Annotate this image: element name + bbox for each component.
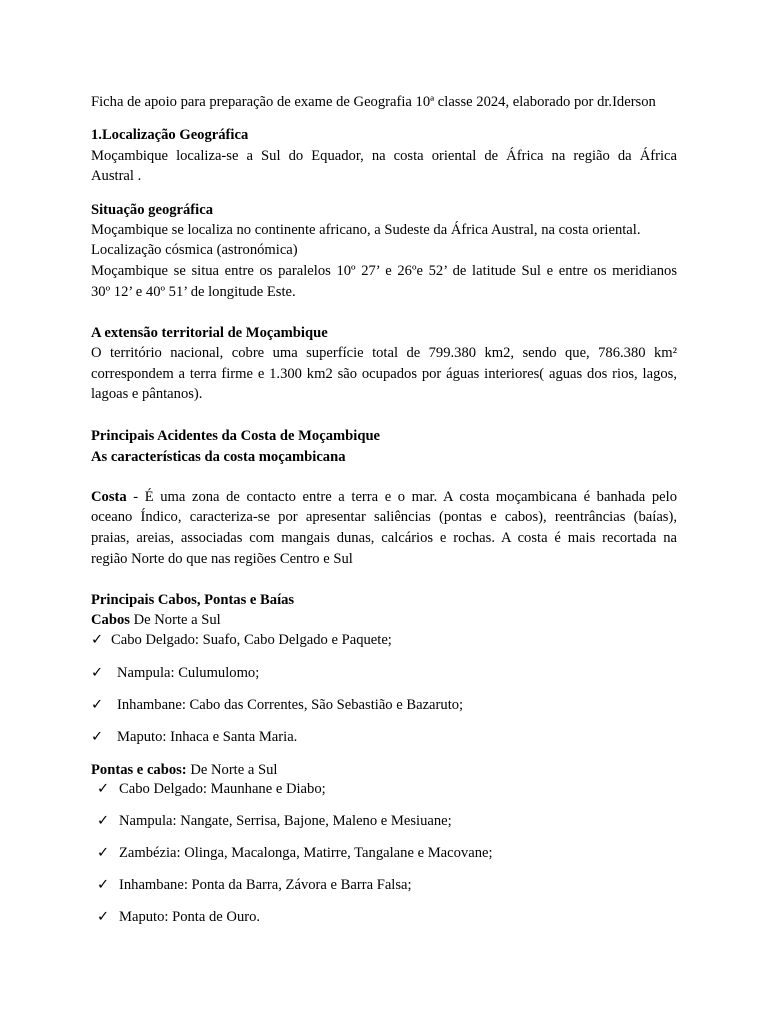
list-item-text: Cabo Delgado: Suafo, Cabo Delgado e Paquete; xyxy=(111,632,392,648)
list-item xyxy=(97,843,493,864)
checkmark-icon: ✓ xyxy=(97,845,110,861)
pontas-label: Pontas e cabos: xyxy=(91,762,187,778)
paragraph-line: Moçambique se localiza no continente africano, a Sudeste da África Austral, na costa oriental. xyxy=(91,222,641,238)
list-item xyxy=(91,630,392,651)
pontas-direction: De Norte a Sul xyxy=(186,762,278,778)
section-title-situacao: Situação geográfica xyxy=(91,202,213,218)
section-title-localizacao: 1.Localização Geográfica xyxy=(91,127,249,143)
term-costa: Costa xyxy=(91,489,127,505)
section-subtitle-caracteristicas: As características da costa moçambicana xyxy=(91,449,346,465)
list-item-text: Nampula: Culumulomo; xyxy=(117,665,260,681)
paragraph-line: O território nacional, cobre uma superfície total de 799.380 km2, sendo que, 786.380 km² xyxy=(91,345,677,361)
paragraph-line xyxy=(91,487,677,508)
paragraph-line: correspondem a terra firme e 1.300 km2 são ocupados por águas interiores( aguas dos rios, lagos, xyxy=(91,366,677,382)
checkmark-icon: ✓ xyxy=(91,729,104,745)
section-title-cabos-pontas: Principais Cabos, Pontas e Baías xyxy=(91,592,295,608)
list-item xyxy=(97,875,412,896)
cabos-heading xyxy=(91,610,677,631)
pontas-heading xyxy=(91,760,677,781)
list-item-text: Nampula: Nangate, Serrisa, Bajone, Maleno e Mesiuane; xyxy=(119,813,452,829)
list-item-text: Inhambane: Cabo das Correntes, São Sebastião e Bazaruto; xyxy=(117,697,464,713)
list-item-text: Zambézia: Olinga, Macalonga, Matirre, Tangalane e Macovane; xyxy=(119,845,493,861)
list-item xyxy=(91,727,297,748)
checkmark-icon: ✓ xyxy=(97,813,110,829)
checkmark-icon: ✓ xyxy=(91,665,104,681)
paragraph-line: Moçambique se situa entre os paralelos 10º 27’ e 26ºe 52’ de latitude Sul e entre os meridianos xyxy=(91,263,677,279)
checkmark-icon: ✓ xyxy=(97,909,110,925)
list-item xyxy=(97,811,452,832)
paragraph-line: praias, areias, associadas com mangais dunas, calcários e rochas. A costa é mais recortada na xyxy=(91,530,677,546)
section-title-acidentes: Principais Acidentes da Costa de Moçambique xyxy=(91,428,381,444)
cabos-label: Cabos xyxy=(91,612,130,628)
checkmark-icon: ✓ xyxy=(91,632,104,648)
paragraph-line: região Norte do que nas regiões Centro e Sul xyxy=(91,551,353,567)
list-item-text: Maputo: Inhaca e Santa Maria. xyxy=(117,729,298,745)
paragraph-line: lagoas e pântanos). xyxy=(91,386,203,402)
list-item xyxy=(97,779,326,800)
section-title-extensao: A extensão territorial de Moçambique xyxy=(91,325,328,341)
checkmark-icon: ✓ xyxy=(97,877,110,893)
paragraph-text: - É uma zona de contacto entre a terra e o mar. A costa moçambicana é banhada pelo xyxy=(126,489,677,505)
paragraph-line: 30º 12’ e 40º 51’ de longitude Este. xyxy=(91,284,296,300)
document-header: Ficha de apoio para preparação de exame de Geografia 10ª classe 2024, elaborado por dr.Iderson xyxy=(91,94,656,110)
list-item xyxy=(91,695,463,716)
list-item xyxy=(91,663,259,684)
cabos-direction: De Norte a Sul xyxy=(129,612,221,628)
list-item-text: Inhambane: Ponta da Barra, Závora e Barra Falsa; xyxy=(119,877,412,893)
list-item-text: Cabo Delgado: Maunhane e Diabo; xyxy=(119,781,326,797)
list-item-text: Maputo: Ponta de Ouro. xyxy=(119,909,261,925)
paragraph-line: Moçambique localiza-se a Sul do Equador, na costa oriental de África na região da África xyxy=(91,148,677,164)
checkmark-icon: ✓ xyxy=(91,697,104,713)
paragraph-line: Localização cósmica (astronómica) xyxy=(91,242,298,258)
checkmark-icon: ✓ xyxy=(97,781,110,797)
paragraph-line: oceano Índico, caracteriza-se por apresentar saliências (pontas e cabos), reentrâncias (baías), xyxy=(91,509,677,525)
paragraph-line: Austral . xyxy=(91,168,142,184)
list-item xyxy=(97,907,260,928)
